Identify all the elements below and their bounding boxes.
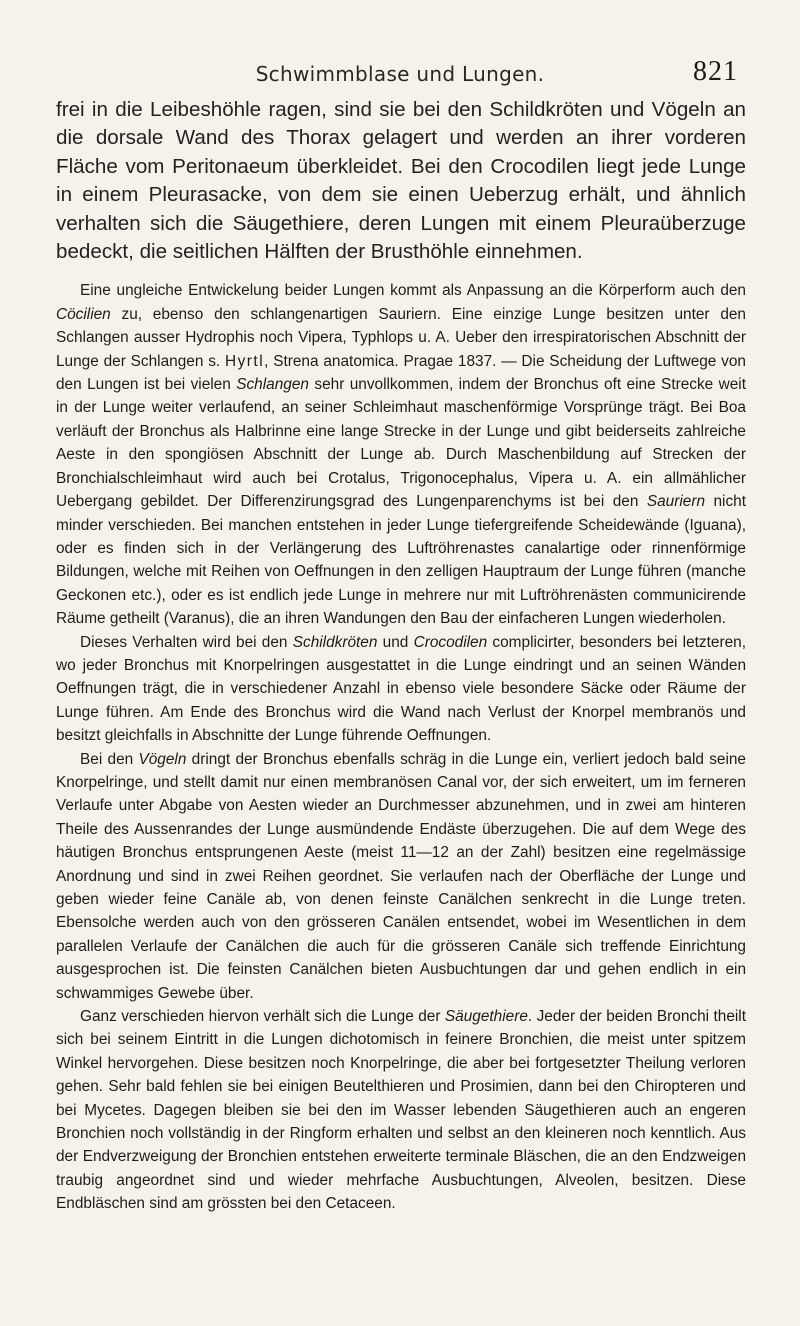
- text-run: complicirter, besonders bei letzteren, wo jeder Bronchus mit Knorpelringen ausgestattet in die Lunge eindringt und an seinen Wänden Oeffnungen trägt, die in verschiedener Anzahl in ebenso viele besondere Säcke oder Räume der Lunge führen. Am Ende des Bronchus wird die Wand nach Verlust der Knorpel membranös und besitzt gleichfalls in Abschnitte der Lunge führende Oeffnungen.: [56, 633, 746, 745]
- text-run: Eine ungleiche Entwickelung beider Lungen kommt als Anpassung an die Körperform auch den: [80, 282, 746, 300]
- text-run: nicht minder verschieden. Bei manchen entstehen in jeder Lunge tiefergreifende Scheidewände (Iguana), oder es finden sich in der Verlängerung des Luftröhrenastes canalartige oder rinnenförmige Bildungen, welche mit Reihen von Oeffnungen in den zelligen Hauptraum der Lunge führen (manche Geckonen etc.), oder es ist endlich jede Lunge in mehrere nur mit Luftröhrenästen communicirende Räume getheilt (Varanus), die an ihren Wandungen den Bau der einfacheren Lungen wiederholen.: [56, 493, 746, 628]
- italic-term: Cöcilien: [56, 305, 111, 323]
- italic-term: Sauriern: [646, 493, 706, 511]
- text-run: , Strena anatomica. Pragae 1837. — Die Scheidung der Luftwege von den Lungen ist bei vielen: [56, 352, 746, 394]
- text-run: . Jeder der beiden Bronchi theilt sich bei seinem Eintritt in die Lungen dichotomisch in feinere Bronchien, die meist unter spitzem Winkel hervorgehen. Diese besitzen noch Knorpelringe, die aber bei fortgesetzter Theilung verloren gehen. Sehr bald fehlen sie bei einigen Beutelthieren und Prosimien, dann bei den Chiropteren und bei Mycetes. Dagegen bleiben sie bei den im Wasser lebenden Säugethieren auch an engeren Bronchien noch vollständig in der Ringform erhalten und selbst an den kleineren noch kenntlich. Aus der Endverzweigung der Bronchien entstehen erweiterte terminale Bläschen, die an den Endzweigen traubig angeordnet sind und wieder mehrfache Ausbuchtungen, Alveolen, besitzen. Diese Endbläschen sind am grössten bei den Cetaceen.: [56, 1008, 746, 1213]
- page-header: [0, 56, 800, 96]
- text-run: Dieses Verhalten wird bei den: [80, 633, 293, 651]
- italic-term: Schildkröten: [292, 633, 378, 651]
- paragraph-turtles-crocodiles: [56, 631, 746, 748]
- paragraph-unequal-development: [56, 279, 746, 630]
- paragraph-birds: [56, 748, 746, 1005]
- running-title: Schwimmblase und Lungen.: [255, 62, 545, 86]
- italic-term: Säugethiere: [444, 1008, 528, 1026]
- paragraph-mammals: [56, 1005, 746, 1216]
- paragraph-lungs-position: frei in die Leibeshöhle ragen, sind sie bei den Schildkröten und Vögeln an die dorsale Wand des Thorax gelagert und werden an ihrer vorderen Fläche vom Peritonaeum überkleidet. Bei den Crocodilen liegt jede Lunge in einem Pleurasacke, von dem sie einen Ueberzug erhält, und ähnlich verhalten sich die Säugethiere, deren Lungen mit einem Pleuraüberzuge bedeckt, die seitlichen Hälften der Brusthöhle einnehmen.: [56, 98, 746, 264]
- text-run: zu, ebenso den schlangenartigen Sauriern. Eine einzige Lunge besitzen unter den Schlangen ausser Hydrophis noch Vipera, Typhlops u. A. Ueber den irrespiratorischen Abschnitt der Lunge der Schlangen s.: [56, 305, 746, 370]
- text-run: Ganz verschieden hiervon verhält sich die Lunge der: [80, 1008, 445, 1026]
- italic-term: Vögeln: [138, 750, 187, 768]
- page-number: 821: [693, 56, 738, 87]
- author-name: Hyrtl: [224, 352, 265, 370]
- text-run: sehr unvollkommen, indem der Bronchus oft eine Strecke weit in der Lunge weiter verlaufend, an seiner Schleimhaut maschenförmige Vorsprünge trägt. Bei Boa verläuft der Bronchus als Halbrinne eine lange Strecke in der Lunge und gibt beiderseits zahlreiche Aeste in den spongiösen Abschnitt der Lunge ab. Durch Maschenbildung auf Strecken der Bronchialschleimhaut wird auch bei Crotalus, Trigonocephalus, Vipera u. A. ein allmählicher Uebergang gebildet. Der Differenzirungsgrad des Lungenparenchyms ist bei den: [56, 376, 746, 511]
- body-text: [56, 96, 746, 1216]
- text-run: Bei den: [80, 750, 139, 768]
- text-run: dringt der Bronchus ebenfalls schräg in die Lunge ein, verliert jedoch bald seine Knorpelringe, und stellt damit nur einen membranösen Canal vor, der sich erweitert, um im ferneren Verlaufe unter Abgabe von Aesten wieder an Durchmesser abzunehmen, und in zwei am hinteren Theile des Aussenrandes der Lunge ausmündende Endäste überzugehen. Die auf dem Wege des häutigen Bronchus entsprungenen Aeste (meist 11—12 an der Zahl) besitzen eine regelmässige Anordnung und sind in zwei Reihen geordnet. Sie verlaufen nach der Oberfläche der Lunge und geben wieder feine Canäle ab, von denen feinste Canälchen senkrecht in die Lunge treten. Ebensolche werden auch von den grösseren Canälen entsendet, wobei im Wesentlichen in dem parallelen Verlaufe der Canälchen die auch für die grösseren Canäle sich treffende Einrichtung ausgesprochen ist. Die feinsten Canälchen bieten Ausbuchtungen dar und gehen endlich in ein schwammiges Gewebe über.: [56, 750, 746, 1002]
- italic-term: Schlangen: [236, 376, 309, 394]
- text-run: und: [377, 633, 414, 651]
- italic-term: Crocodilen: [413, 633, 488, 651]
